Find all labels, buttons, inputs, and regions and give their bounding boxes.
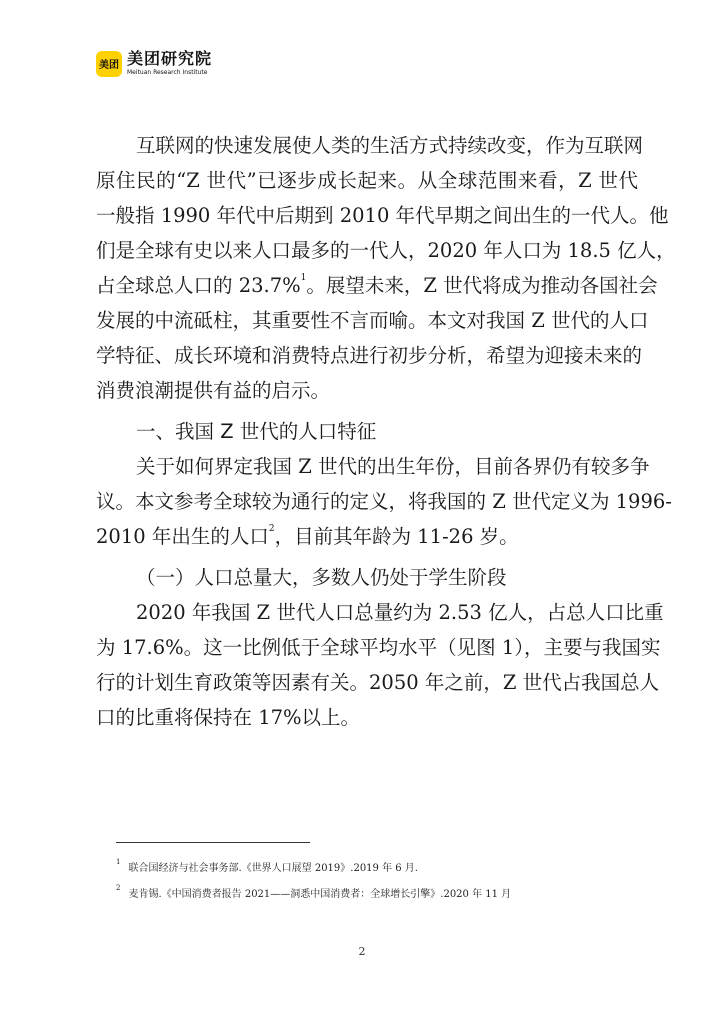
text-line: 议。本文参考全球较为通行的定义，将我国的 Z 世代定义为 1996-: [96, 490, 672, 513]
footnote-text: 联合国经济与社会事务部.《世界人口展望 2019》.2019 年 6 月.: [128, 863, 418, 874]
footnote-divider: [116, 842, 310, 843]
text-segment: ，目前其年龄为 11-26 岁。: [274, 525, 519, 548]
footnote-item: [116, 856, 511, 882]
text-line: 关于如何界定我国 Z 世代的出生年份，目前各界仍有较多争: [136, 455, 650, 478]
text-line: 行的计划生育政策等因素有关。2050 年之前，Z 世代占我国总人: [96, 671, 660, 694]
footnote-ref-2: 2: [268, 524, 275, 534]
logo-name: 美团研究院: [127, 49, 213, 68]
page-number: 2: [358, 945, 366, 958]
paragraph-intro: [96, 128, 676, 408]
subsection-heading: （一）人口总量大，多数人仍处于学生阶段: [136, 566, 507, 589]
text-line: 消费浪潮提供有益的启示。: [96, 379, 331, 402]
logo-badge: 美团: [96, 51, 122, 77]
text-line: 们是全球有史以来人口最多的一代人，2020 年人口为 18.5 亿人，: [96, 239, 676, 262]
logo-text: [127, 50, 212, 77]
footnotes: [116, 856, 511, 908]
text-segment: 占全球总人口的 23.7%: [96, 274, 301, 297]
text-line: 发展的中流砥柱，其重要性不言而喻。本文对我国 Z 世代的人口: [96, 309, 649, 332]
text-line: [96, 268, 658, 303]
text-line: 互联网的快速发展使人类的生活方式持续改变，作为互联网: [136, 134, 644, 157]
text-line: 原住民的“Z 世代”已逐步成长起来。从全球范围来看，Z 世代: [96, 169, 638, 192]
logo-subtitle: Meituan Research Institute: [127, 69, 208, 76]
text-line: 口的比重将保持在 17%以上。: [96, 706, 361, 729]
brand-logo: [96, 50, 212, 77]
footnote-item: [116, 882, 511, 908]
footnote-mark: 1: [116, 858, 121, 866]
footnote-mark: 2: [116, 884, 121, 892]
text-segment: 。展望未来，Z 世代将成为推动各国社会: [306, 274, 658, 297]
paragraph-population: [96, 595, 664, 735]
text-line: [96, 519, 638, 554]
document-body: [96, 128, 676, 735]
footnote-text: 麦肯锡.《中国消费者报告 2021——洞悉中国消费者：全球增长引擎》.2020 年 11 月: [128, 889, 512, 900]
footnote-ref-1: 1: [300, 273, 307, 283]
text-line: 一般指 1990 年代中后期到 2010 年代早期之间出生的一代人。他: [96, 204, 669, 227]
text-line: 2020 年我国 Z 世代人口总量约为 2.53 亿人，占总人口比重: [136, 601, 664, 624]
section-heading: 一、我国 Z 世代的人口特征: [136, 420, 377, 443]
text-segment: 2010 年出生的人口: [96, 525, 269, 548]
text-line: 为 17.6%。这一比例低于全球平均水平（见图 1），主要与我国实: [96, 636, 661, 659]
text-line: 学特征、成长环境和消费特点进行初步分析，希望为迎接未来的: [96, 344, 643, 367]
paragraph-definition: [96, 449, 672, 554]
